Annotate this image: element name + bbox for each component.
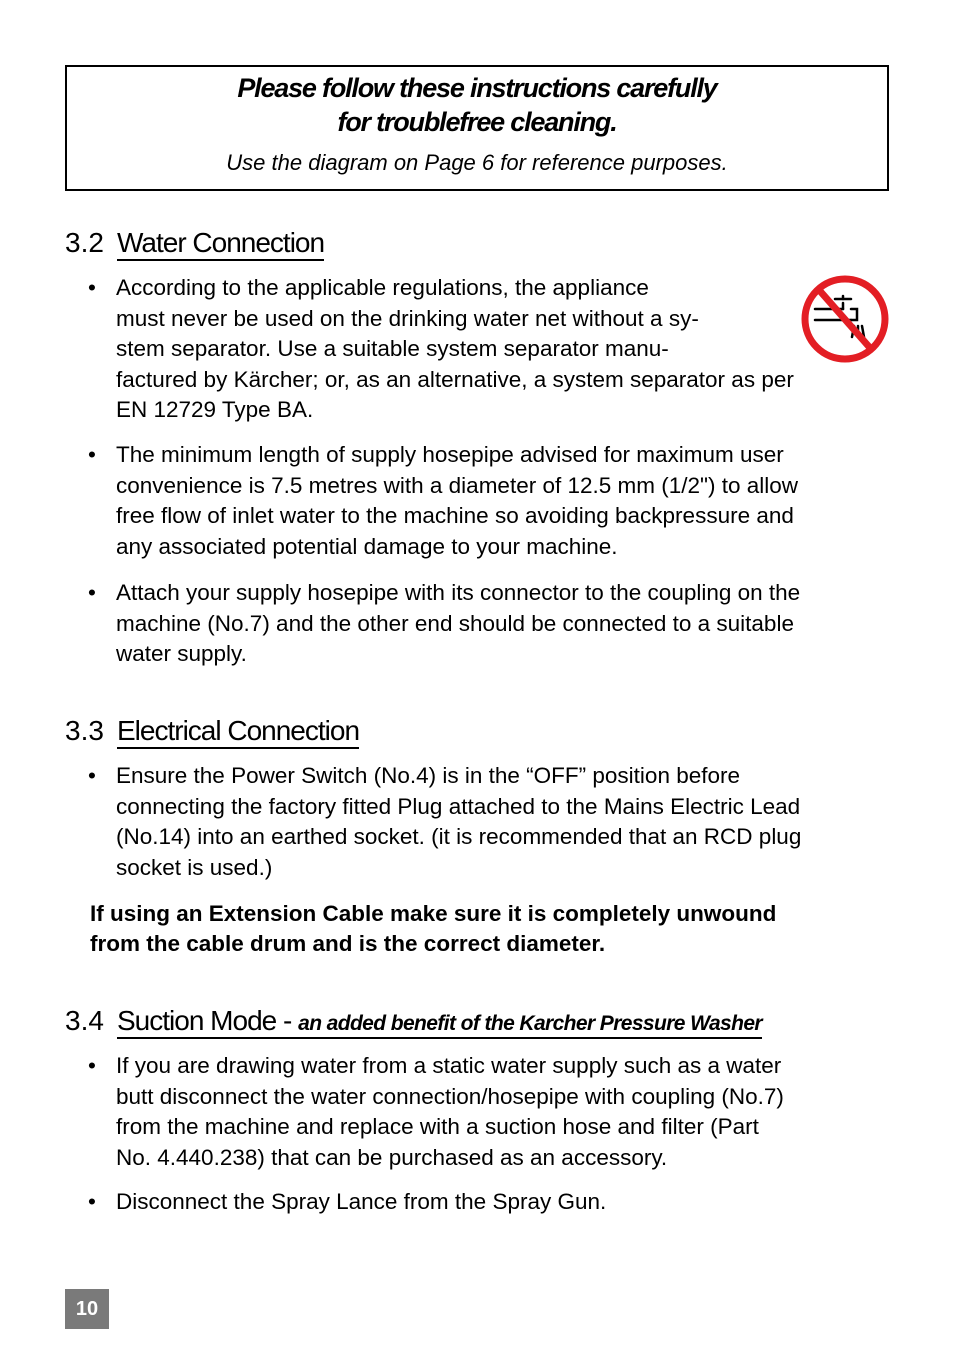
bullet-icon: •	[88, 275, 96, 300]
text-line: stem separator. Use a suitable system separator manu-	[116, 336, 669, 361]
section-title	[117, 1005, 762, 1039]
text-line: free flow of inlet water to the machine so avoiding backpressure and	[116, 503, 794, 528]
text-line: from the machine and replace with a suction hose and filter (Part	[116, 1114, 759, 1139]
bullet-icon: •	[88, 763, 96, 788]
section-title-main: Suction Mode -	[117, 1005, 299, 1036]
text-line: According to the applicable regulations, the appliance	[116, 275, 649, 300]
extension-cable-warning	[90, 899, 776, 958]
text-line: machine (No.7) and the other end should be connected to a suitable	[116, 610, 794, 636]
text-line: EN 12729 Type BA.	[116, 397, 314, 422]
bullet-icon: •	[88, 1053, 96, 1078]
text-line: convenience is 7.5 metres with a diameter of 12.5 mm (1/2") to allow	[116, 472, 799, 498]
page-number: 10	[65, 1289, 109, 1329]
text-line: connecting the factory fitted Plug attached to the Mains Electric Lead	[116, 793, 801, 819]
section-heading-electrical	[65, 714, 359, 748]
notice-box	[65, 65, 889, 191]
text-line: any associated potential damage to your machine.	[116, 533, 618, 559]
text-line: Ensure the Power Switch (No.4) is in the “OFF” position before	[116, 763, 741, 788]
notice-title-line-1: Please follow these instructions carefully	[237, 73, 717, 103]
text-line: factured by Kärcher; or, as an alternative, a system separator as per	[116, 366, 794, 392]
text-line: from the cable drum and is the correct diameter.	[90, 930, 606, 956]
section-number: 3.3	[65, 715, 104, 746]
list-item-text	[116, 1051, 784, 1173]
list-item-text	[116, 1187, 606, 1218]
text-line: If using an Extension Cable make sure it is completely unwound	[90, 901, 777, 926]
section-number: 3.2	[65, 227, 104, 258]
text-line: The minimum length of supply hosepipe advised for maximum user	[116, 442, 784, 467]
no-drinking-water-icon	[799, 273, 891, 365]
notice-title-line-2: for troublefree cleaning.	[337, 107, 617, 137]
section-heading-water	[65, 226, 324, 260]
text-line: butt disconnect the water connection/hosepipe with coupling (No.7)	[116, 1083, 784, 1109]
text-line: must never be used on the drinking water net without a sy-	[116, 305, 699, 331]
bullet-icon: •	[88, 580, 96, 605]
list-item-text	[116, 761, 801, 883]
text-line: socket is used.)	[116, 854, 273, 880]
list-item-text	[116, 273, 794, 426]
section-heading-suction	[65, 1004, 762, 1041]
section-title: Electrical Connection	[117, 715, 359, 749]
section-title: Water Connection	[117, 227, 324, 261]
bullet-icon: •	[88, 1189, 96, 1214]
bullet-icon: •	[88, 442, 96, 467]
section-subtitle: an added benefit of the Karcher Pressure Washer	[298, 1012, 763, 1035]
notice-subtitle: Use the diagram on Page 6 for reference purposes.	[226, 150, 728, 175]
section-number: 3.4	[65, 1005, 104, 1036]
text-line: No. 4.440.238) that can be purchased as an accessory.	[116, 1144, 668, 1170]
list-item-text	[116, 578, 800, 670]
text-line: water supply.	[116, 641, 247, 666]
text-line: If you are drawing water from a static water supply such as a water	[116, 1053, 782, 1078]
list-item-text	[116, 440, 798, 562]
text-line: Disconnect the Spray Lance from the Spray Gun.	[116, 1189, 607, 1214]
text-line: Attach your supply hosepipe with its connector to the coupling on the	[116, 580, 801, 605]
notice-title	[67, 71, 887, 139]
text-line: (No.14) into an earthed socket. (it is recommended that an RCD plug	[116, 824, 802, 849]
